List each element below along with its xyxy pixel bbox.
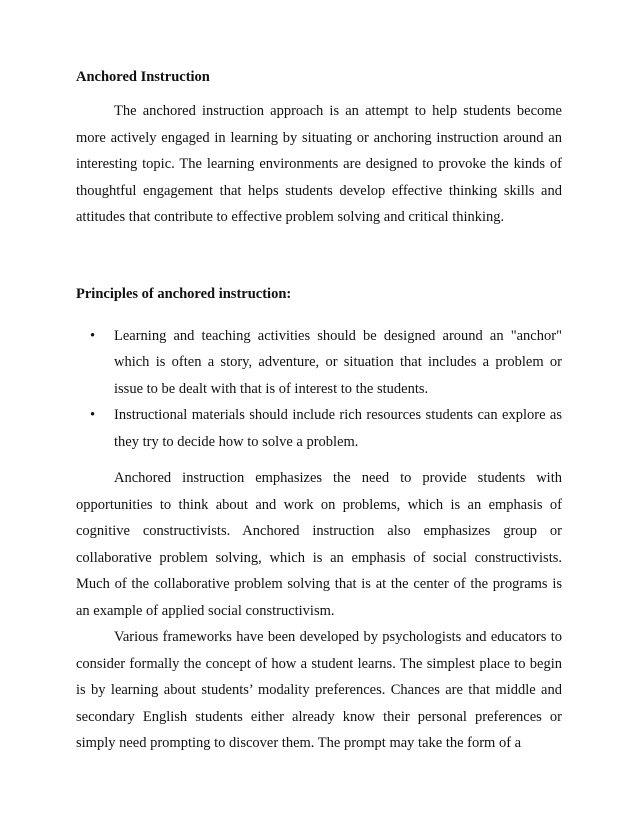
principles-list (76, 323, 562, 456)
list-item (76, 402, 562, 455)
body-paragraph-frameworks: Various frameworks have been developed by psychologists and educators to consider formally the concept of how a student learns. The simplest place to begin is by learning about students’ modality preferences. Chances are that middle and secondary English students either already know their personal preferences or simply need prompting to discover them. The prompt may take the form of a (76, 629, 562, 751)
list-item-text: Learning and teaching activities should be designed around an "anchor" which is often a story, adventure, or situation that includes a problem or issue to be dealt with that is of interest to the students. (114, 327, 562, 397)
body-paragraph-constructivism: Anchored instruction emphasizes the need to provide students with opportunities to think about and work on problems, which is an emphasis of cognitive constructivists. Anchored instruction also emphasizes group or collaborative problem solving, which is an emphasis of social constructivists. Much of the collaborative problem solving that is at the center of the programs is an example of applied social constructivism. (76, 470, 562, 619)
section-heading-principles: Principles of anchored instruction: (76, 285, 292, 302)
list-item (76, 323, 562, 403)
bullet-icon: • (90, 407, 96, 423)
section-heading-anchored-instruction: Anchored Instruction (76, 69, 210, 85)
intro-paragraph: The anchored instruction approach is an attempt to help students become more actively engaged in learning by situating or anchoring instruction around an interesting topic. The learning environments are designed to provoke the kinds of thoughtful engagement that helps students develop effective thinking skills and attitudes that contribute to effective problem solving and critical thinking. (76, 103, 562, 225)
document-page (76, 66, 562, 757)
bullet-icon: • (90, 327, 96, 344)
list-item-text: Instructional materials should include rich resources students can explore as they try to decide how to solve a problem. (114, 407, 562, 450)
